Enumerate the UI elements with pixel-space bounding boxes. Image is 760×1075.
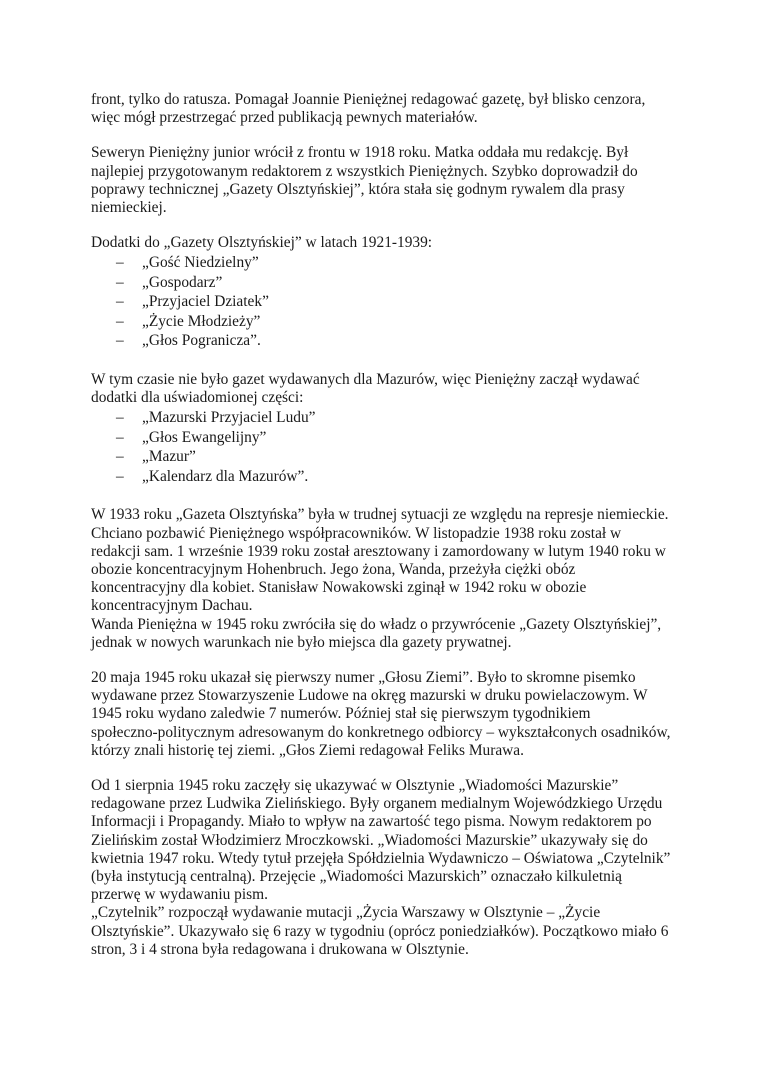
- text-line: W 1933 roku „Gazeta Olsztyńska” była w trudnej sytuacji ze względu na represje niemieckie.: [91, 506, 669, 524]
- text-line: wydawane przez Stowarzyszenie Ludowe na okręg mazurski w druku powielaczowym. W: [91, 687, 648, 705]
- list-item: [91, 447, 691, 467]
- text-line: którzy znali historię tej ziemi. „Głos Ziemi redagował Feliks Murawa.: [91, 741, 524, 759]
- dash-list: [91, 253, 691, 351]
- paragraph: [91, 777, 691, 959]
- text-line: redakcji sam. 1 wrześnie 1939 roku został aresztowany i zamordowany w lutym 1940 roku w: [91, 542, 666, 560]
- dash-bullet-icon: –: [116, 448, 124, 466]
- text-line: koncentracyjny dla kobiet. Stanisław Nowakowski zginął w 1942 roku w obozie: [91, 579, 587, 597]
- dash-bullet-icon: –: [116, 312, 124, 330]
- list-item: [91, 273, 691, 293]
- text-line: Informacji i Propagandy. Miało to wpływ na zawartość tego pisma. Nowym redaktorem po: [91, 813, 652, 831]
- list-item: [91, 312, 691, 332]
- text-line: Zielińskim został Włodzimierz Mroczkowski. „Wiadomości Mazurskie” ukazywały się do: [91, 831, 648, 849]
- text-line: Wanda Pieniężna w 1945 roku zwróciła się do władz o przywrócenie „Gazety Olsztyńskiej”,: [91, 615, 662, 633]
- document-page: [91, 91, 691, 976]
- text-line: 1945 roku wydano zaledwie 7 numerów. Później stał się pierwszym tygodnikiem: [91, 705, 591, 723]
- list-item-text: „Kalendarz dla Mazurów”.: [142, 467, 309, 485]
- text-line: przerwę w wydawaniu pism.: [91, 886, 268, 904]
- paragraph: [91, 371, 691, 407]
- text-line: 20 maja 1945 roku ukazał się pierwszy numer „Głosu Ziemi”. Było to skromne pisemko: [91, 668, 636, 686]
- text-line: front, tylko do ratusza. Pomagał Joannie Pieniężnej redagować gazetę, był blisko cenzora,: [91, 91, 646, 108]
- text-line: Olsztyńskie”. Ukazywało się 6 razy w tygodniu (oprócz poniedziałków). Początkowo miało 6: [91, 922, 669, 940]
- paragraph: [91, 669, 691, 760]
- list-item: [91, 408, 691, 428]
- list-item-text: „Gospodarz”: [142, 273, 223, 291]
- dash-bullet-icon: –: [116, 273, 124, 291]
- dash-bullet-icon: –: [116, 293, 124, 311]
- paragraph: [91, 91, 691, 127]
- paragraph: [91, 506, 691, 652]
- text-line: jednak w nowych warunkach nie było miejsca dla gazety prywatnej.: [91, 633, 512, 651]
- text-line: Od 1 sierpnia 1945 roku zaczęły się ukazywać w Olsztynie „Wiadomości Mazurskie”: [91, 776, 619, 794]
- text-line: obozie koncentracyjnym Hohenbruch. Jego żona, Wanda, przeżyła ciężki obóz: [91, 560, 576, 578]
- text-line: niemieckiej.: [91, 199, 167, 217]
- list-item: [91, 428, 691, 448]
- list-item: [91, 467, 691, 487]
- list-item: [91, 292, 691, 312]
- list-item-text: „Gość Niedzielny”: [142, 254, 259, 272]
- text-line: dodatki dla uświadomionej części:: [91, 389, 304, 407]
- text-line: społeczno-politycznym adresowanym do konkretnego odbiorcy – wykształconych osadników,: [91, 723, 671, 741]
- text-line: W tym czasie nie było gazet wydawanych dla Mazurów, więc Pieniężny zaczął wydawać: [91, 370, 640, 388]
- list-item-text: „Życie Młodzieży”: [142, 312, 261, 330]
- text-line: najlepiej przygotowanym redaktorem z wszystkich Pieniężnych. Szybko doprowadził do: [91, 162, 638, 180]
- text-line: stron, 3 i 4 strona była redagowana i drukowana w Olsztynie.: [91, 940, 469, 958]
- text-line: „Czytelnik” rozpoczął wydawanie mutacji „Życia Warszawy w Olsztynie – „Życie: [91, 904, 601, 922]
- list-item-text: „Mazur”: [142, 448, 196, 466]
- list-item-text: „Głos Ewangelijny”: [142, 428, 267, 446]
- text-line: Dodatki do „Gazety Olsztyńskiej” w latach 1921-1939:: [91, 234, 433, 252]
- text-line: redagowane przez Ludwika Zielińskiego. Były organem medialnym Wojewódzkiego Urzędu: [91, 795, 663, 813]
- dash-bullet-icon: –: [116, 332, 124, 350]
- text-line: Seweryn Pieniężny junior wrócił z frontu w 1918 roku. Matka oddała mu redakcję. Był: [91, 144, 629, 162]
- dash-bullet-icon: –: [116, 428, 124, 446]
- paragraph: [91, 144, 691, 217]
- list-item-text: „Przyjaciel Dziatek”: [142, 293, 269, 311]
- dash-list: [91, 408, 691, 486]
- list-item: [91, 253, 691, 273]
- text-line: więc mógł przestrzegać przed publikacją pewnych materiałów.: [91, 109, 478, 127]
- text-line: kwietnia 1947 roku. Wtedy tytuł przejęła Spółdzielnia Wydawniczo – Oświatowa „Czytelnik”: [91, 849, 671, 867]
- text-line: (była instytucją centralną). Przejęcie „Wiadomości Mazurskich” oznaczało kilkuletnią: [91, 867, 622, 885]
- dash-bullet-icon: –: [116, 254, 124, 272]
- dash-bullet-icon: –: [116, 409, 124, 427]
- text-line: Chciano pozbawić Pieniężnego współpracowników. W listopadzie 1938 roku został w: [91, 524, 622, 542]
- list-item-text: „Mazurski Przyjaciel Ludu”: [142, 409, 316, 427]
- list-item: [91, 331, 691, 351]
- text-line: koncentracyjnym Dachau.: [91, 597, 253, 615]
- list-item-text: „Głos Pogranicza”.: [142, 332, 261, 350]
- text-line: poprawy technicznej „Gazety Olsztyńskiej”, która stała się godnym rywalem dla prasy: [91, 180, 625, 198]
- dash-bullet-icon: –: [116, 467, 124, 485]
- paragraph: [91, 234, 691, 252]
